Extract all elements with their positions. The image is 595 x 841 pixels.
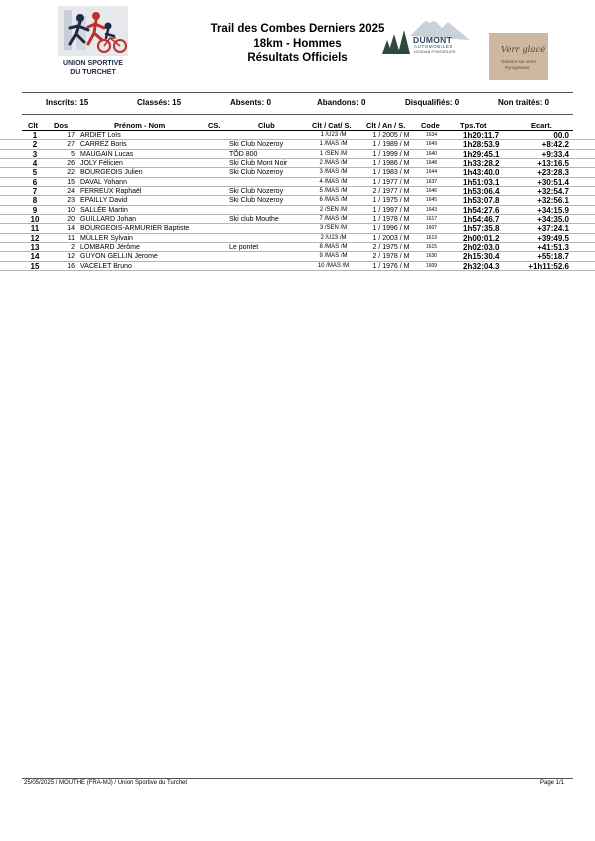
row-rank: 12	[30, 233, 40, 243]
row-name: MÜLLER Sylvain	[80, 234, 133, 242]
stat-absents: Absents: 0	[230, 98, 271, 107]
row-time: 1h29:45.1	[463, 149, 500, 159]
row-rank: 7	[32, 187, 38, 197]
row-year-rank: 1 / 1996 / M	[372, 225, 410, 233]
row-code: 1648	[425, 160, 438, 167]
row-time: 1h53:07.8	[463, 196, 500, 206]
row-bib: 11	[67, 234, 75, 242]
row-name: BOURGEOIS-ARMURIER Baptiste	[80, 225, 190, 233]
row-name: EPAILLY David	[80, 197, 128, 205]
row-cat-rank: 3 /MAS /M	[319, 169, 348, 176]
row-bib: 24	[67, 188, 75, 196]
col-club: Club	[258, 121, 275, 130]
table-row	[0, 262, 595, 271]
row-gap: +8:42.2	[541, 140, 569, 150]
row-code: 1617	[425, 216, 438, 223]
row-gap: +37:24.1	[537, 224, 569, 234]
results-subtitle: Résultats Officiels	[247, 52, 348, 64]
row-time: 1h51:03.1	[463, 177, 500, 187]
row-rank: 15	[30, 261, 40, 271]
row-year-rank: 2 / 1978 / M	[372, 253, 410, 261]
stats-top-rule	[22, 92, 573, 93]
footer-rule	[22, 778, 573, 779]
row-bib: 22	[67, 169, 75, 177]
row-cat-rank: 3 /SEN /M	[319, 225, 348, 232]
row-cat-rank: 4 /MAS /M	[319, 178, 348, 185]
row-rank: 3	[32, 149, 38, 159]
stat-disqualifies: Disqualifiés: 0	[405, 98, 460, 107]
row-rank: 1	[32, 131, 38, 140]
row-gap: +55:18.7	[537, 252, 569, 262]
row-cat-rank: 10 /MAS /M	[317, 262, 350, 269]
row-code: 1630	[425, 253, 438, 260]
row-year-rank: 1 / 1999 / M	[372, 150, 410, 158]
row-year-rank: 2 / 1977 / M	[372, 188, 410, 196]
col-tps: Tps.Tot	[460, 121, 487, 130]
row-gap: +39:49.5	[537, 233, 569, 243]
sponsor-dumont-logo	[380, 14, 470, 56]
row-rank: 6	[32, 177, 38, 187]
row-gap: +23:28.3	[537, 168, 569, 178]
row-time: 2h15:30.4	[463, 252, 500, 262]
row-name: VACELET Bruno	[80, 262, 132, 270]
col-cs: CS.	[208, 121, 221, 130]
row-gap: +34:35.0	[537, 215, 569, 225]
row-code: 1646	[425, 188, 438, 195]
row-year-rank: 1 / 1978 / M	[372, 216, 410, 224]
row-year-rank: 1 / 1997 / M	[372, 206, 410, 214]
sponsor-verre-brand: Verr glacé	[501, 45, 546, 55]
row-name: SALLÉE Martin	[80, 206, 128, 214]
row-bib: 12	[67, 253, 75, 261]
row-cat-rank: 6 /MAS /M	[319, 197, 348, 204]
row-club: Ski Club Nozeroy	[229, 169, 284, 177]
row-time: 1h53:06.4	[463, 187, 500, 197]
results-table-body	[0, 131, 595, 271]
row-bib: 10	[67, 206, 75, 214]
row-name: DAVAL Yohann	[80, 178, 127, 186]
table-row	[0, 234, 595, 243]
row-year-rank: 1 / 2003 / M	[372, 234, 410, 242]
row-time: 1h43:40.0	[463, 168, 500, 178]
row-bib: 27	[67, 141, 75, 149]
club-logo-line2: DU TURCHET	[70, 69, 116, 76]
stat-inscrits: Inscrits: 15	[46, 98, 89, 107]
row-name: MAUGAIN Lucas	[80, 150, 134, 158]
row-club: Ski Club Nozeroy	[229, 197, 284, 205]
club-logo	[56, 6, 130, 78]
row-cat-rank: 7 /MAS /M	[319, 216, 348, 223]
row-cat-rank: 2 /MAS /M	[319, 160, 348, 167]
row-gap: 00.0	[553, 131, 569, 140]
row-name: LOMBARD Jérôme	[80, 244, 140, 252]
row-cat-rank: 8 /MAS /M	[319, 244, 348, 251]
row-name: JOLY Félicien	[80, 160, 123, 168]
row-rank: 13	[30, 243, 40, 253]
table-row	[0, 168, 595, 177]
row-gap: +41:51.3	[537, 243, 569, 253]
sponsor-verre-sub2: Pyrogravure	[505, 65, 530, 70]
row-rank: 10	[30, 215, 40, 225]
row-name: BOURGEOIS Julien	[80, 169, 143, 177]
col-nom: Prénom - Nom	[114, 121, 166, 130]
row-name: ARDIET Loïs	[80, 132, 121, 139]
row-code: 1644	[425, 169, 438, 176]
row-code: 1640	[425, 150, 438, 157]
row-bib: 23	[67, 197, 75, 205]
row-name: GUILLARD Johan	[80, 216, 137, 224]
row-time: 1h20:11.7	[463, 131, 500, 140]
row-club: TÕD 800	[229, 150, 258, 158]
row-bib: 26	[67, 160, 75, 168]
row-year-rank: 1 / 2005 / M	[372, 132, 410, 139]
col-an: Clt / An / S.	[366, 121, 406, 130]
row-gap: +32:54.7	[537, 187, 569, 197]
row-rank: 11	[30, 224, 40, 234]
row-code: 1637	[425, 178, 438, 185]
stat-abandons: Abandons: 0	[317, 98, 366, 107]
event-title: Trail des Combes Derniers 2025	[210, 23, 385, 35]
row-code: 1609	[425, 262, 438, 269]
row-year-rank: 1 / 1989 / M	[372, 141, 410, 149]
row-rank: 14	[30, 252, 40, 262]
row-rank: 4	[32, 159, 38, 169]
row-bib: 14	[67, 225, 75, 233]
col-clt: Clt	[28, 121, 38, 130]
club-logo-line1: UNION SPORTIVE	[63, 60, 123, 67]
table-row	[0, 215, 595, 224]
row-gap: +13:16.5	[537, 159, 569, 169]
sponsor-dumont-sub2: HOUDAN PONTARLIER	[414, 50, 456, 54]
table-row	[0, 140, 595, 149]
stats-bottom-rule	[22, 114, 573, 115]
stat-classes: Classés: 15	[137, 98, 182, 107]
row-club: Ski Club Mont Noir	[229, 160, 288, 168]
row-bib: 16	[67, 262, 75, 270]
row-rank: 2	[32, 140, 38, 150]
row-cat-rank: 5 /MAS /M	[319, 188, 348, 195]
stat-non-traites: Non traités: 0	[498, 98, 550, 107]
row-year-rank: 1 / 1977 / M	[372, 178, 410, 186]
row-gap: +30:51.4	[537, 177, 569, 187]
col-cat: Clt / Cat/ S.	[312, 121, 352, 130]
row-rank: 9	[32, 205, 38, 215]
row-club: Ski Club Nozeroy	[229, 188, 284, 196]
row-year-rank: 1 / 1976 / M	[372, 262, 410, 270]
row-name: CARREZ Boris	[80, 141, 127, 149]
table-row	[0, 252, 595, 261]
sponsor-dumont-sub: AUTOMOBILES	[414, 44, 454, 49]
row-bib: 5	[71, 150, 75, 158]
row-time: 1h57:35.8	[463, 224, 500, 234]
row-bib: 17	[67, 132, 75, 139]
row-code: 1649	[425, 141, 438, 148]
row-club: Ski club Mouthe	[229, 216, 279, 224]
race-name: 18km - Hommes	[253, 38, 342, 50]
table-row	[0, 224, 595, 233]
table-row	[0, 131, 595, 140]
sponsor-dumont-brand: DUMONT	[413, 35, 453, 45]
row-time: 1h33:28.2	[463, 159, 500, 169]
runners-logo-image	[58, 6, 128, 56]
row-code: 1615	[425, 244, 438, 251]
row-rank: 8	[32, 196, 38, 206]
row-bib: 15	[67, 178, 75, 186]
row-year-rank: 1 / 1983 / M	[372, 169, 410, 177]
row-code: 1643	[425, 206, 438, 213]
row-code: 1607	[425, 225, 438, 232]
row-cat-rank: 1 /MAS /M	[319, 141, 348, 148]
row-gap: +34:15.9	[537, 205, 569, 215]
row-year-rank: 1 / 1975 / M	[372, 197, 410, 205]
table-row	[0, 159, 595, 168]
table-row	[0, 206, 595, 215]
row-bib: 2	[71, 244, 75, 252]
row-cat-rank: 2 /SEN /M	[319, 206, 348, 213]
row-gap: +1h11:52.6	[528, 261, 569, 271]
row-club: Ski Club Nozeroy	[229, 141, 284, 149]
row-club: Le pontet	[229, 244, 259, 252]
row-cat-rank: 1 /SEN /M	[319, 150, 348, 157]
row-time: 2h32:04.3	[463, 261, 500, 271]
row-code: 1613	[425, 234, 438, 241]
row-name: FERREUX Raphaël	[80, 188, 142, 196]
row-year-rank: 1 / 1986 / M	[372, 160, 410, 168]
row-cat-rank: 9 /MAS /M	[319, 253, 348, 260]
row-time: 2h00:01.2	[463, 233, 500, 243]
table-row	[0, 196, 595, 205]
row-time: 1h54:27.6	[463, 205, 500, 215]
row-rank: 5	[32, 168, 38, 178]
row-gap: +32:56.1	[537, 196, 569, 206]
row-gap: +9:33.4	[541, 149, 569, 159]
col-code: Code	[421, 121, 440, 130]
sponsor-verre-glace-logo	[489, 33, 548, 80]
row-bib: 20	[67, 216, 75, 224]
row-code: 1634	[425, 132, 438, 138]
table-row	[0, 243, 595, 252]
row-time: 1h54:46.7	[463, 215, 500, 225]
row-name: GUYON GELLIN Jerome	[80, 253, 158, 261]
row-time: 2h02:03.0	[463, 243, 500, 253]
table-row	[0, 187, 595, 196]
row-code: 1645	[425, 197, 438, 204]
footer-page-number: Page 1/1	[540, 780, 565, 786]
table-row	[0, 178, 595, 187]
sponsor-verre-sub: Gravure sur verre	[501, 59, 537, 64]
table-row	[0, 150, 595, 159]
row-cat-rank: 1 /U23 /M	[320, 132, 347, 138]
col-ecart: Ecart.	[531, 121, 552, 130]
row-year-rank: 2 / 1975 / M	[372, 244, 410, 252]
col-dos: Dos	[54, 121, 69, 130]
footer-event-info: 25/05/2025 / MOUTHE (FRA-MJ) / Union Sportive du Turchet	[24, 780, 188, 786]
row-cat-rank: 2 /U23 /M	[320, 234, 347, 241]
row-time: 1h28:53.9	[463, 140, 500, 150]
